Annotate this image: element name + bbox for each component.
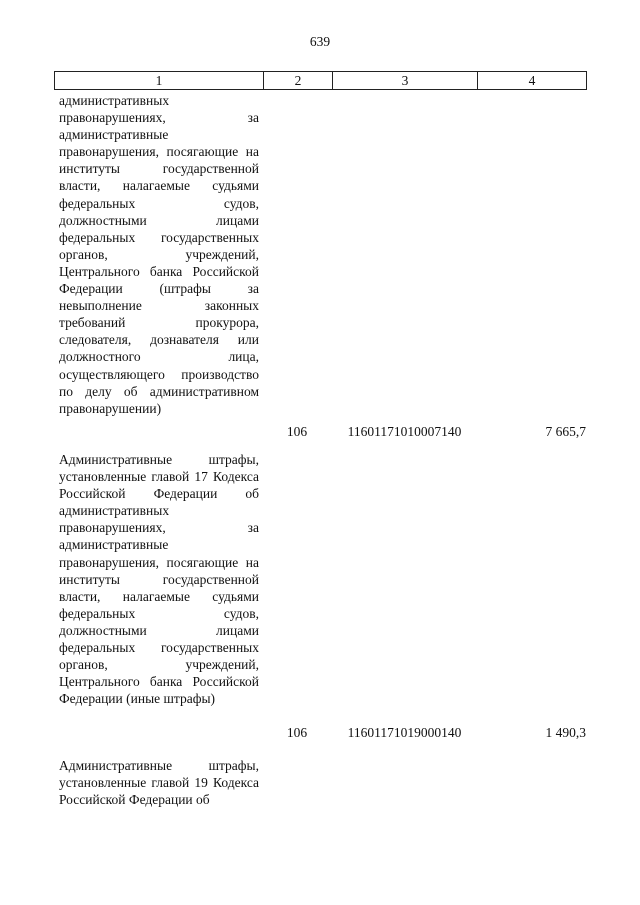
row-1-code: 106 <box>286 424 308 439</box>
row-1-kbk: 11601171010007140 <box>347 424 462 439</box>
page-number: 639 <box>309 34 331 49</box>
header-col-1: 1 <box>55 72 264 90</box>
row-2-description: Административные штрафы, установленные главой 17 Кодекса Российской Федерации об административных правонарушениях, за административные правонарушения, посягающие на институты государственной власти, налагаемые судьями федеральных судов, должностными лицами федеральных государственных органов, учреждений, Центрального банка Российской Федерации (иные штрафы) <box>59 452 259 707</box>
table-header <box>54 71 587 90</box>
row-2-amount: 1 490,3 <box>545 725 586 740</box>
row-1-amount: 7 665,7 <box>545 424 586 439</box>
header-col-2: 2 <box>264 72 333 90</box>
header-col-4: 4 <box>478 72 587 90</box>
row-2-kbk: 11601171019000140 <box>347 725 462 740</box>
row-1-description: административных правонарушениях, за административные правонарушения, посягающие на институты государственной власти, налагаемые судьями федеральных судов, должностными лицами федеральных государственных органов, учреждений, Центрального банка Российской Федерации (штрафы за невыполнение законных требований прокурора, следователя, дознавателя или должностного лица, осуществляющего производство по делу об административном правонарушении) <box>59 93 259 416</box>
header-col-3: 3 <box>333 72 478 90</box>
row-2-code: 106 <box>286 725 308 740</box>
row-3-description: Административные штрафы, установленные главой 19 Кодекса Российской Федерации об <box>59 758 259 808</box>
